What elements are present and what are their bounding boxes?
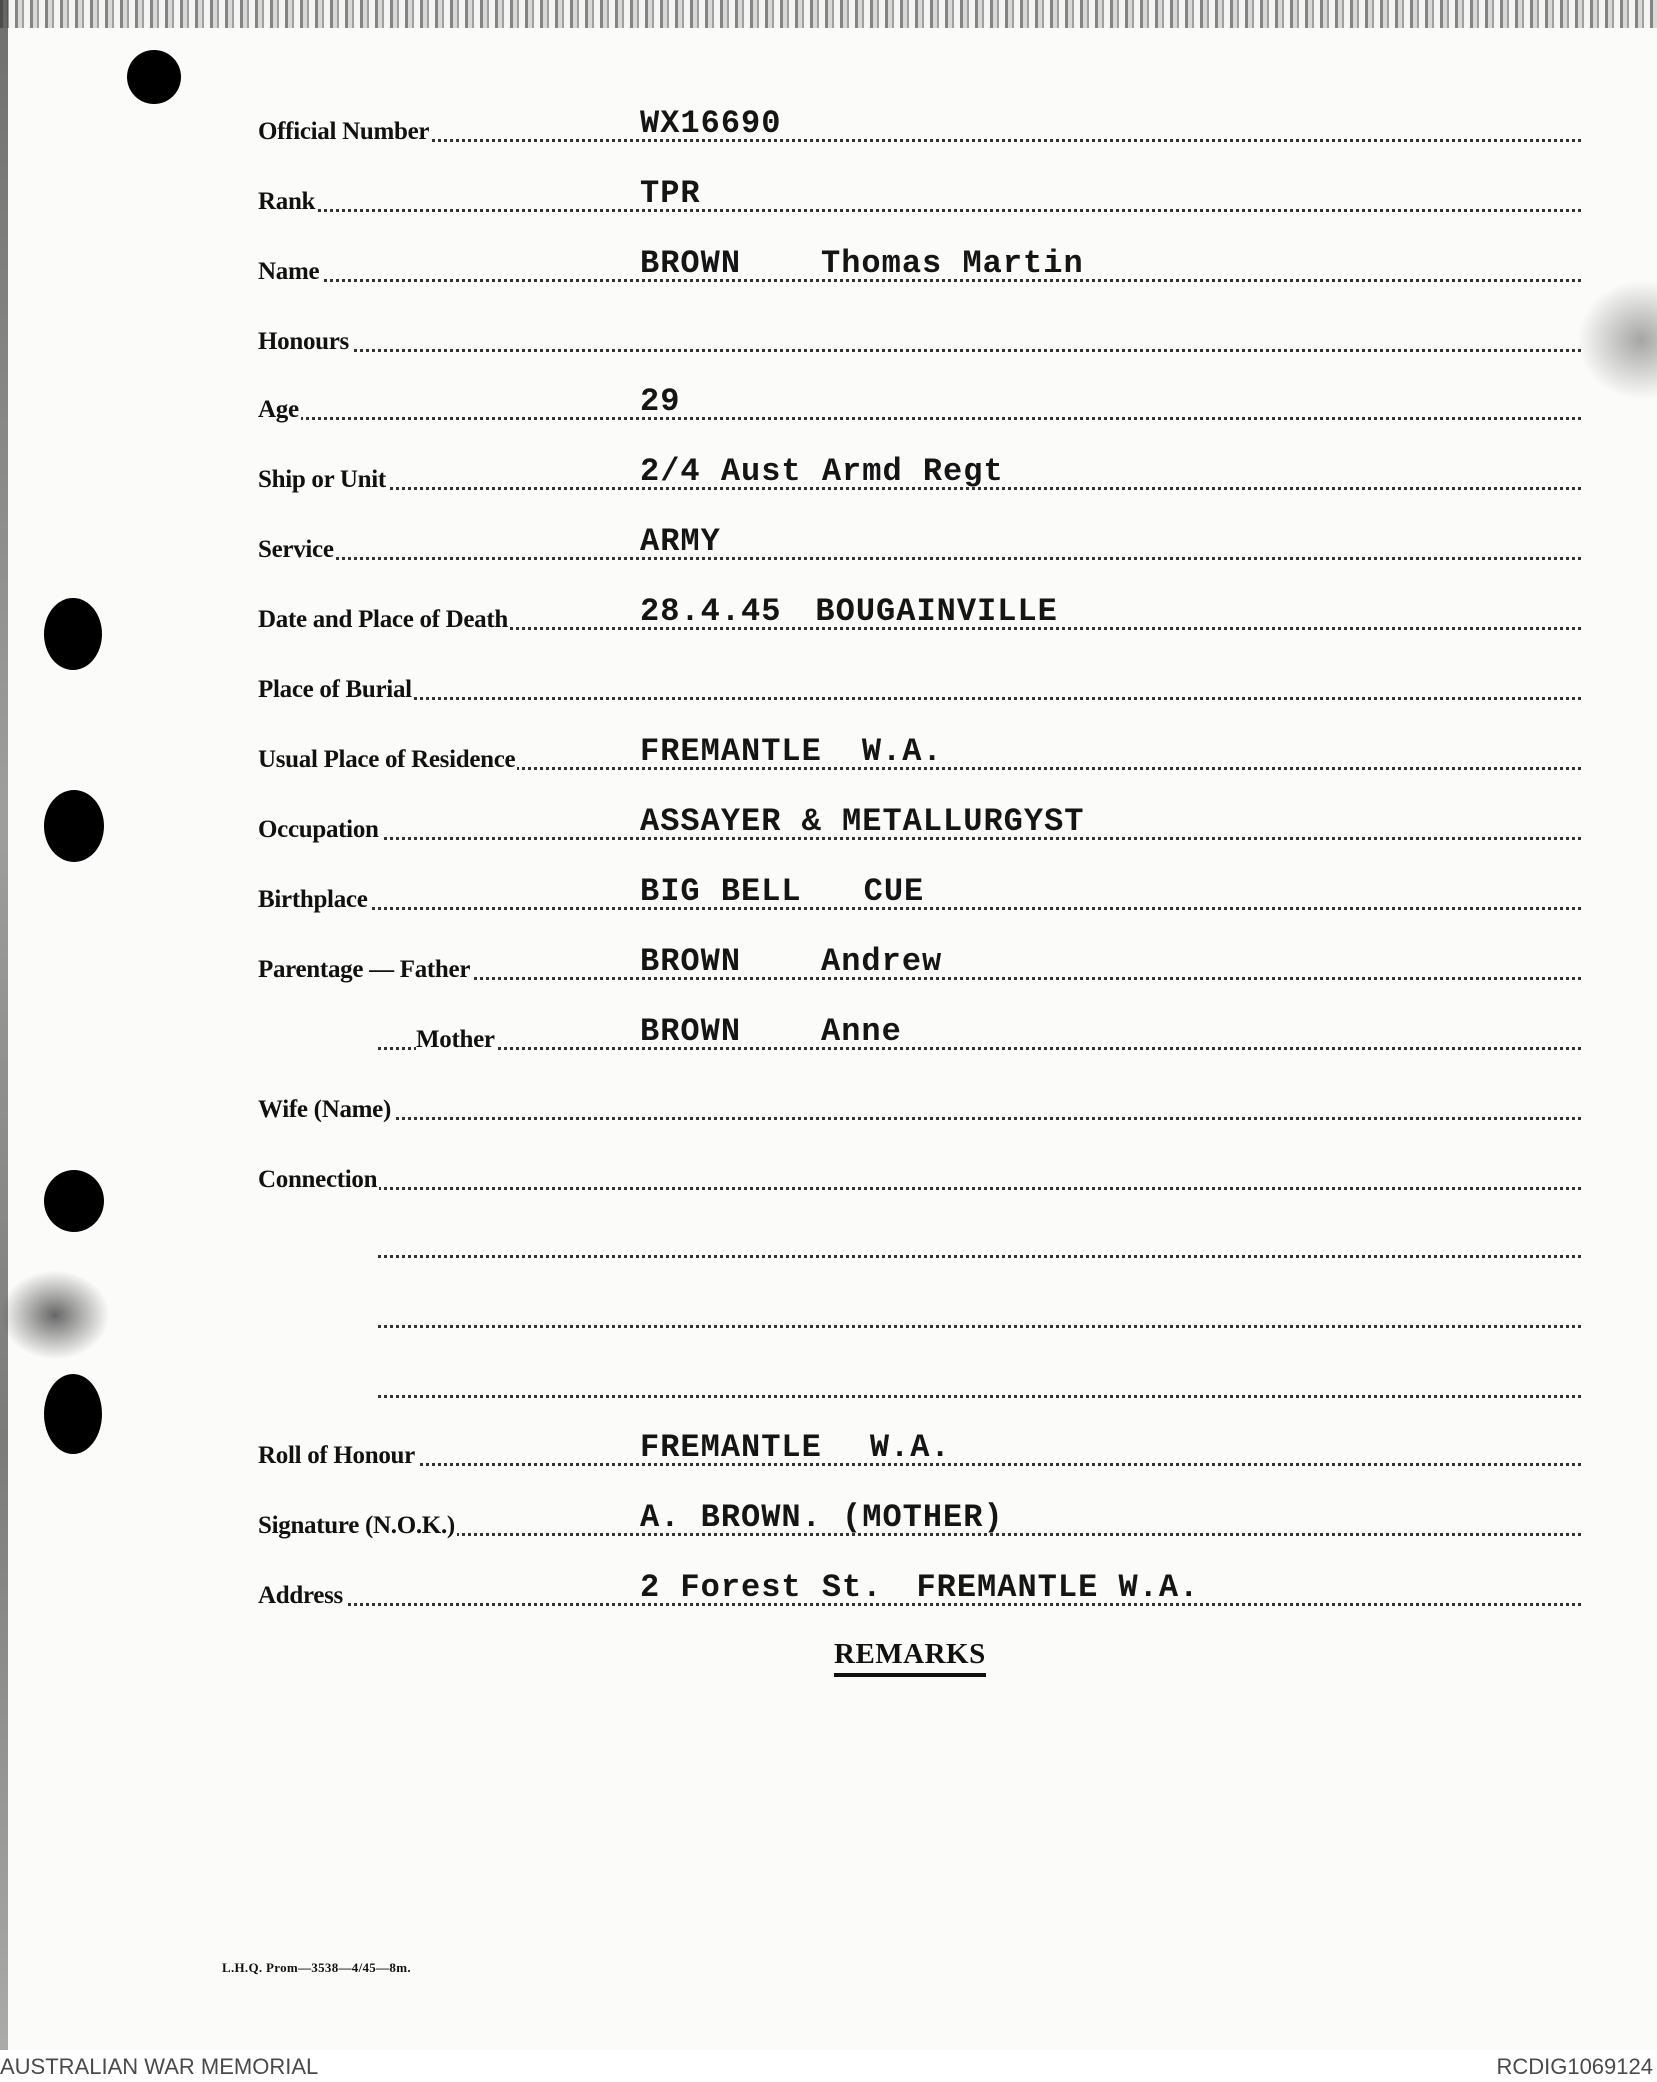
field-place-of-burial — [250, 666, 1581, 706]
field-date-place-of-death — [250, 593, 1581, 636]
field-connection-line — [250, 1224, 1581, 1264]
field-label: Connection — [258, 1166, 378, 1193]
archive-footer — [0, 2050, 1657, 2082]
field-value — [640, 315, 720, 352]
dotted-line — [378, 1255, 1581, 1258]
dotted-line — [258, 697, 1581, 700]
punch-hole — [44, 1374, 102, 1454]
field-label: Address — [258, 1582, 343, 1609]
field-label: Mother — [416, 1026, 495, 1053]
field-label: Signature (N.O.K.) — [258, 1512, 455, 1539]
field-label: Official Number — [258, 118, 430, 145]
scan-top-edge — [0, 0, 1657, 28]
field-value: FREMANTLE W.A. — [640, 733, 943, 770]
field-label: Roll of Honour — [258, 1442, 415, 1469]
field-official-number — [250, 105, 1581, 148]
field-age — [250, 383, 1581, 426]
field-value: 29 — [640, 383, 681, 420]
field-rank — [250, 175, 1581, 218]
field-connection-line — [250, 1294, 1581, 1334]
field-parentage-mother — [250, 1013, 1581, 1056]
field-value — [640, 1221, 720, 1258]
field-usual-residence — [250, 733, 1581, 776]
field-value — [640, 1083, 720, 1120]
field-value: ARMY — [640, 523, 721, 560]
field-name — [250, 245, 1581, 288]
field-label: Rank — [258, 188, 316, 215]
print-code: L.H.Q. Prom—3538—4/45—8m. — [222, 1960, 411, 1975]
dotted-line — [258, 349, 1581, 352]
footer-institution: AUSTRALIAN WAR MEMORIAL — [0, 2054, 319, 2079]
field-value: 2 Forest St. FREMANTLE W.A. — [640, 1569, 1200, 1606]
field-value: TPR — [640, 175, 701, 212]
field-value — [640, 1153, 720, 1190]
field-label: Birthplace — [258, 886, 368, 913]
field-label: Wife (Name) — [258, 1096, 391, 1123]
field-label: Age — [258, 396, 299, 423]
scan-smudge — [1577, 280, 1657, 400]
dotted-line — [258, 1187, 1581, 1190]
scan-left-edge — [0, 0, 8, 2050]
dotted-line — [258, 1117, 1581, 1120]
field-honours — [250, 318, 1581, 358]
dotted-line — [258, 139, 1581, 142]
field-connection — [250, 1156, 1581, 1196]
field-value: WX16690 — [640, 105, 782, 142]
field-parentage-father — [250, 943, 1581, 986]
dotted-line — [258, 209, 1581, 212]
dotted-line — [378, 1325, 1581, 1328]
field-label: Parentage — Father — [258, 956, 471, 983]
field-label: Place of Burial — [258, 676, 412, 703]
field-value: FREMANTLE W.A. — [640, 1429, 951, 1466]
field-label: Name — [258, 258, 320, 285]
dotted-line — [258, 417, 1581, 420]
field-value — [640, 1291, 720, 1328]
dotted-line — [378, 1047, 1581, 1050]
field-label: Usual Place of Residence — [258, 746, 516, 773]
field-value: BROWN Anne — [640, 1013, 902, 1050]
field-value: ASSAYER & METALLURGYST — [640, 803, 1085, 840]
field-roll-of-honour — [250, 1429, 1581, 1472]
field-label: Occupation — [258, 816, 379, 843]
field-signature-nok — [250, 1499, 1581, 1542]
field-value: BROWN Thomas Martin — [640, 245, 1084, 282]
field-label: Date and Place of Death — [258, 606, 508, 633]
field-address — [250, 1569, 1581, 1612]
field-value: 2/4 Aust Armd Regt — [640, 453, 1004, 490]
field-label: Service — [258, 536, 334, 563]
remarks-heading: REMARKS — [834, 1638, 986, 1677]
footer-record-id: RCDIG1069124 — [1496, 2054, 1653, 2079]
field-occupation — [250, 803, 1581, 846]
field-ship-or-unit — [250, 453, 1581, 496]
scan-smudge — [0, 1270, 110, 1360]
field-value: BROWN Andrew — [640, 943, 943, 980]
field-label: Ship or Unit — [258, 466, 386, 493]
punch-hole — [44, 790, 104, 862]
field-birthplace — [250, 873, 1581, 916]
field-value: A. BROWN. (MOTHER) — [640, 1499, 1004, 1536]
field-value: 28.4.45 BOUGAINVILLE — [640, 593, 1058, 630]
field-value — [640, 1361, 720, 1398]
punch-hole — [127, 50, 181, 104]
field-label: Honours — [258, 328, 349, 355]
field-wife-name — [250, 1086, 1581, 1126]
punch-hole — [44, 1170, 104, 1232]
field-service — [250, 523, 1581, 566]
field-value: BIG BELL CUE — [640, 873, 925, 910]
field-connection-line — [250, 1364, 1581, 1404]
dotted-line — [378, 1395, 1581, 1398]
punch-hole — [44, 598, 102, 670]
dotted-line — [258, 557, 1581, 560]
field-value — [640, 663, 720, 700]
